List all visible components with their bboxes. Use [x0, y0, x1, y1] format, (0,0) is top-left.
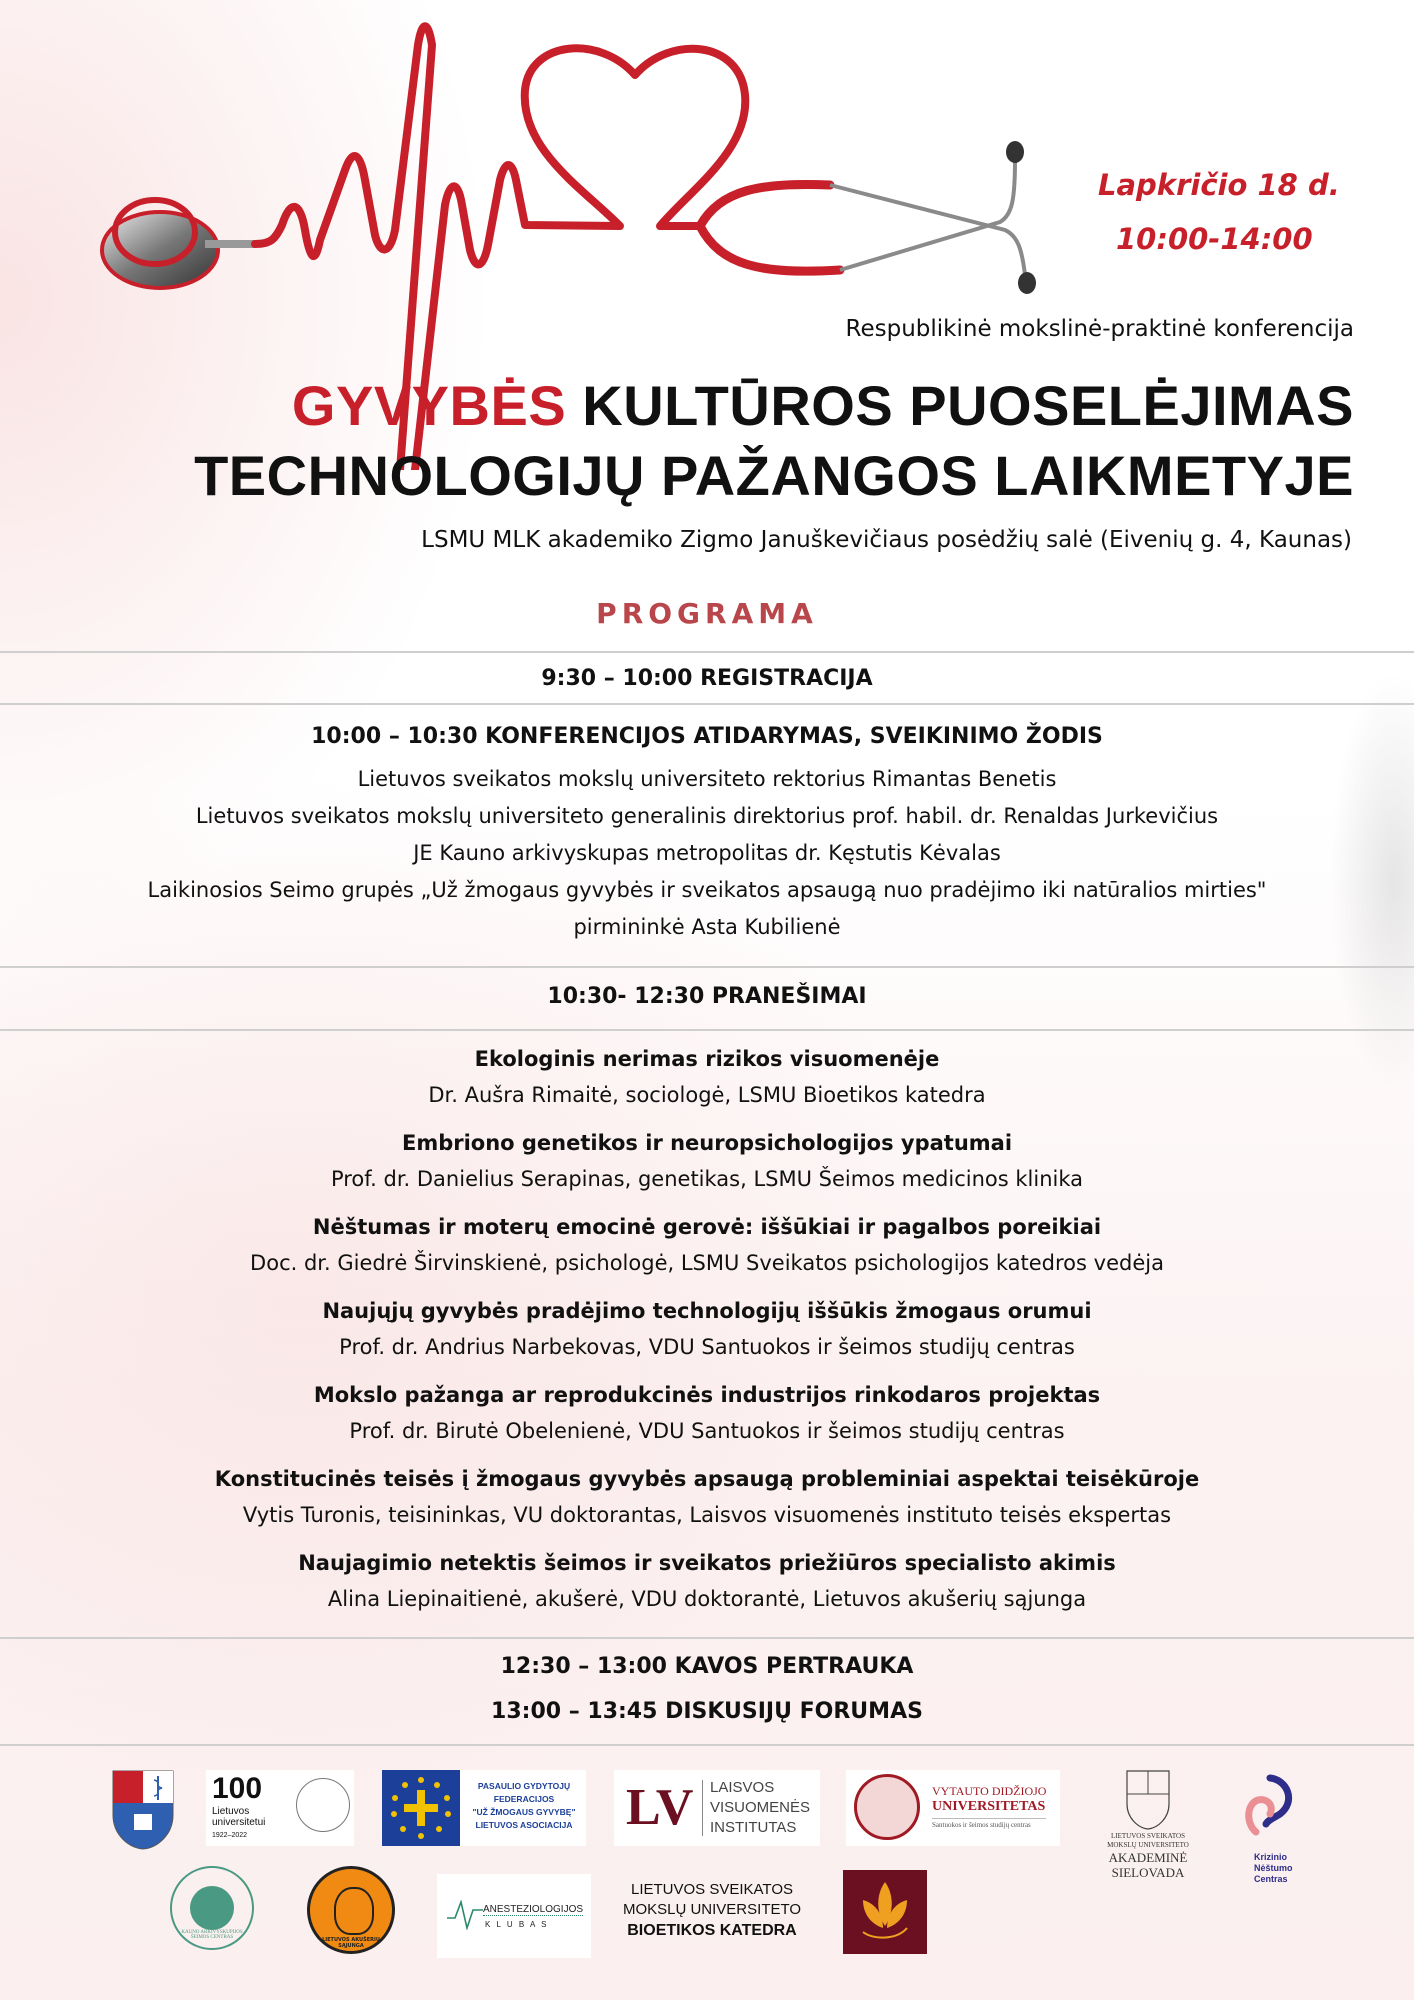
opening-line: pirmininkė Asta Kubilienė [573, 915, 841, 939]
pgf-logo [382, 1770, 586, 1846]
eu-stars-cross-icon [382, 1770, 460, 1846]
divider [0, 651, 1414, 653]
opening-line: Laikinosios Seimo grupės „Už žmogaus gyvybės ir sveikatos apsaugą nuo pradėjimo iki natūralios mirties" [147, 878, 1267, 902]
talk-speaker: Doc. dr. Giedrė Širvinskienė, psichologė, LSMU Sveikatos psichologijos katedros vedėja [250, 1251, 1164, 1275]
talks-heading: 10:30- 12:30 PRANEŠIMAI [547, 984, 867, 1009]
lu100-line2: universitetui [212, 1817, 266, 1828]
program-heading: PROGRAMA [596, 597, 818, 630]
bioethics-leaf-emblem-icon [843, 1870, 927, 1954]
talk-speaker: Vytis Turonis, teisininkas, VU doktorantas, Laisvos visuomenės instituto teisės ekspertas [242, 1503, 1172, 1527]
talk-speaker: Prof. dr. Birutė Obelenienė, VDU Santuokos ir šeimos studijų centras [349, 1419, 1065, 1443]
lu100-line1: Lietuvos [212, 1806, 250, 1817]
lvi-monogram-icon: LV [626, 1779, 694, 1836]
event-time: 10:00-14:00 [1116, 222, 1313, 256]
talk-title: Embriono genetikos ir neuropsichologijos ypatumai [401, 1131, 1013, 1155]
talk-title: Konstitucinės teisės į žmogaus gyvybės apsaugą probleminiai aspektai teisėkūroje [214, 1467, 1200, 1491]
divider [0, 1637, 1414, 1639]
venue: LSMU MLK akademiko Zigmo Januškevičiaus posėdžių salė (Eivenių g. 4, Kaunas) [421, 527, 1352, 553]
talk-title: Naujagimio netektis šeimos ir sveikatos priežiūros specialisto akimis [298, 1551, 1116, 1575]
registration-slot: 9:30 – 10:00 REGISTRACIJA [541, 666, 873, 691]
title-highlight: GYVYBĖS [291, 374, 567, 437]
anest-line2: K L U B A S [485, 1920, 549, 1929]
sielovada-line2: MOKSLŲ UNIVERSITETO [1107, 1841, 1189, 1849]
conference-subtitle: Respublikinė mokslinė-praktinė konferencija [845, 316, 1354, 342]
anest-logo [437, 1874, 591, 1958]
pgf-line2: FEDERACIJOS [493, 1794, 555, 1804]
pgf-line4: LIETUVOS ASOCIACIJA [475, 1820, 573, 1830]
bioetika-line1: LIETUVOS SVEIKATOS [631, 1881, 793, 1898]
vdu-line3: Santuokos ir šeimos studijų centras [932, 1818, 1046, 1829]
kasc-ring-text: KAUNO ARKIVYSKUPIJOS ŠEIMOS CENTRAS [181, 1930, 243, 1940]
sielovada-crest-icon [1126, 1770, 1170, 1830]
vdu-seal-icon [854, 1774, 920, 1840]
divider [0, 966, 1414, 968]
title-line-1-rest: KULTŪROS PUOSELĖJIMAS [582, 374, 1354, 437]
talk-speaker: Alina Liepinaitienė, akušerė, VDU doktorantė, Lietuvos akušerių sąjunga [327, 1587, 1087, 1611]
pgf-line1: PASAULIO GYDYTOJŲ [477, 1781, 571, 1791]
talk-speaker: Dr. Aušra Rimaitė, sociologė, LSMU Bioetikos katedra [428, 1083, 986, 1107]
knc-line3: Centras [1254, 1874, 1288, 1884]
chest-piece-icon [102, 200, 255, 288]
talk-title: Naujųjų gyvybės pradėjimo technologijų iššūkis žmogaus orumui [322, 1299, 1092, 1323]
divider [0, 703, 1414, 705]
ecg-pulse-icon [447, 1900, 483, 1930]
lvi-line1: LAISVOS [710, 1779, 775, 1796]
las-ring-text: LIETUVOS AKUŠERIŲ SĄJUNGA [322, 1937, 380, 1949]
opening-line: JE Kauno arkivyskupas metropolitas dr. Kęstutis Kėvalas [413, 841, 1001, 865]
divider [0, 1744, 1414, 1746]
bioetika-line3: BIOETIKOS KATEDRA [627, 1922, 797, 1939]
opening-heading: 10:00 – 10:30 KONFERENCIJOS ATIDARYMAS, SVEIKINIMO ŽODIS [311, 724, 1103, 749]
title-line-2: TECHNOLOGIJŲ PAŽANGOS LAIKMETYJE [194, 444, 1354, 507]
lu100-years: 1922–2022 [212, 1832, 248, 1839]
talk-title: Nėštumas ir moterų emocinė gerovė: iššūkiai ir pagalbos poreikiai [312, 1215, 1102, 1239]
lvi-logo [614, 1770, 820, 1846]
lsmu-crest-logo [112, 1770, 174, 1850]
opening-line: Lietuvos sveikatos mokslų universiteto generalinis direktorius prof. habil. dr. Renaldas Jurkevičius [195, 804, 1219, 828]
vdu-logo [846, 1770, 1060, 1846]
opening-line: Lietuvos sveikatos mokslų universiteto rektorius Rimantas Benetis [357, 767, 1057, 791]
knc-swirl-icon [1240, 1772, 1300, 1850]
sielovada-line3: AKADEMINĖ [1108, 1850, 1188, 1865]
bioetika-line2: MOKSLŲ UNIVERSITETO [622, 1901, 802, 1918]
lvi-line2: VISUOMENĖS [710, 1799, 811, 1816]
lsmu-sielovada-logo [1096, 1770, 1200, 1900]
bioetika-logo [612, 1880, 812, 1942]
event-date: Lapkričio 18 d. [1098, 168, 1340, 202]
lvi-line3: INSTITUTAS [710, 1819, 797, 1836]
family-silhouette-icon [190, 1886, 234, 1930]
talk-title: Ekologinis nerimas rizikos visuomenėje [474, 1047, 940, 1071]
kasc-logo [170, 1866, 254, 1950]
vdu-line1: VYTAUTO DIDŽIOJO [932, 1784, 1047, 1798]
binaural-metal [830, 160, 1025, 275]
anest-line1: ANESTEZIOLOGIJOS [483, 1904, 584, 1915]
talk-speaker: Prof. dr. Danielius Serapinas, genetikas, LSMU Šeimos medicinos klinika [330, 1167, 1084, 1191]
lu100-logo [206, 1770, 354, 1846]
sielovada-line1: LIETUVOS SVEIKATOS [1111, 1832, 1185, 1840]
coffee-break: 12:30 – 13:00 KAVOS PERTRAUKA [500, 1654, 914, 1679]
knc-line2: Nėštumo [1254, 1863, 1293, 1873]
vdu-line2: UNIVERSITETAS [932, 1799, 1046, 1814]
pgf-line3: "UŽ ŽMOGAUS GYVYBĘ" [472, 1807, 576, 1817]
las-logo [307, 1866, 395, 1954]
sielovada-line4: SIELOVADA [1111, 1865, 1185, 1880]
midwife-figure-icon [334, 1887, 374, 1935]
knc-line1: Krizinio [1254, 1852, 1287, 1862]
talk-speaker: Prof. dr. Andrius Narbekovas, VDU Santuokos ir šeimos studijų centras [339, 1335, 1075, 1359]
title-line-1 [291, 374, 1354, 437]
binaural-tube [700, 184, 840, 271]
divider [0, 1029, 1414, 1031]
discussion-forum: 13:00 – 13:45 DISKUSIJŲ FORUMAS [491, 1699, 923, 1724]
talk-title: Mokslo pažanga ar reprodukcinės industrijos rinkodaros projektas [313, 1383, 1101, 1407]
lu100-number: 100 [212, 1772, 263, 1805]
knc-logo [1232, 1772, 1312, 1892]
anesthesiology-clinic-seal-icon [296, 1778, 350, 1832]
